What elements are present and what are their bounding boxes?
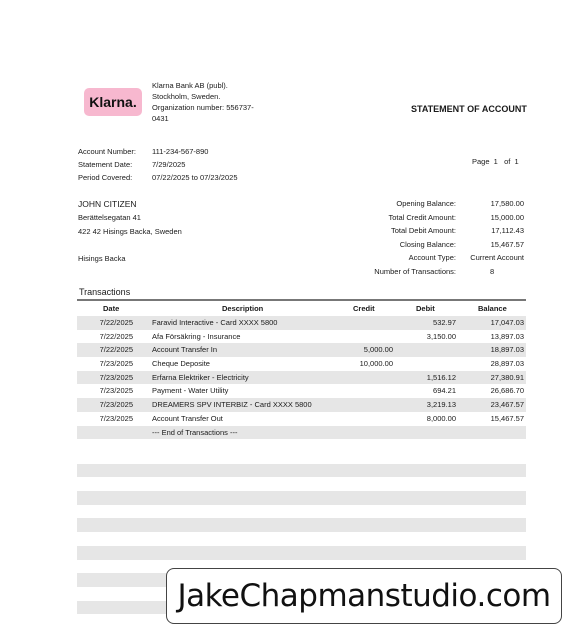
bank-line: Stockholm, Sweden.	[152, 92, 221, 101]
page-indicator: Page 1 of 1	[472, 157, 519, 166]
cell-description: Faravid Interactive - Card XXXX 5800	[152, 318, 278, 327]
cell-date: 7/23/2025	[99, 359, 133, 369]
customer-name: JOHN CITIZEN	[78, 199, 137, 209]
cell-balance: 27,380.91	[490, 372, 524, 382]
cell-description: Cheque Deposite	[152, 359, 210, 369]
meta-values	[152, 145, 272, 184]
account-number: 111-234-567-890	[152, 147, 209, 156]
cell-date: 7/23/2025	[99, 413, 133, 423]
empty-row	[77, 491, 526, 505]
cell-date: 7/23/2025	[99, 372, 133, 382]
account-type: Current Account	[470, 253, 524, 263]
cell-date: 7/22/2025	[99, 345, 133, 355]
watermark: JakeChapmanstudio.com	[166, 568, 562, 624]
cell-balance: 13,897.03	[490, 331, 524, 341]
opening-balance-label: Opening Balance:	[396, 199, 456, 208]
header-date: Date	[103, 304, 120, 313]
header-debit: Debit	[416, 304, 435, 313]
empty-row	[77, 464, 526, 478]
end-of-transactions: --- End of Transactions ---	[152, 427, 238, 437]
cell-debit: 694.21	[433, 386, 456, 396]
table-row	[77, 316, 526, 330]
empty-row	[77, 532, 526, 546]
total-debit-label: Total Debit Amount:	[390, 226, 456, 236]
bank-line: Klarna Bank AB (publ).	[152, 81, 228, 90]
cell-debit: 8,000.00	[426, 413, 456, 423]
cell-description: Account Transfer In	[152, 345, 218, 355]
customer-block	[78, 197, 182, 239]
cell-credit: 5,000.00	[363, 345, 393, 355]
cell-date: 7/22/2025	[99, 331, 133, 341]
cell-debit: 1,516.12	[426, 372, 456, 382]
summary-labels	[330, 197, 456, 279]
statement-title: STATEMENT OF ACCOUNT	[411, 104, 527, 114]
cell-description: DREAMERS SPV INTERBIZ - Card XXXX 5800	[152, 400, 312, 410]
empty-row	[77, 450, 526, 464]
cell-balance: 15,467.57	[490, 413, 524, 423]
table-row	[77, 357, 526, 371]
empty-row	[77, 505, 526, 519]
table-row	[77, 330, 526, 344]
table-row	[77, 371, 526, 385]
account-type-label: Account Type:	[408, 253, 456, 263]
header-description: Description	[222, 304, 264, 313]
customer-address-line1: Berättelsegatan 41	[78, 213, 141, 222]
total-debit: 17,112.43	[491, 226, 524, 236]
end-of-transactions-row	[77, 426, 526, 440]
table-row	[77, 398, 526, 412]
number-of-transactions: 8	[490, 266, 495, 276]
cell-balance: 28,897.03	[490, 359, 524, 369]
cell-balance: 26,686.70	[490, 386, 524, 396]
cell-debit: 3,150.00	[426, 331, 456, 341]
cell-date: 7/23/2025	[99, 400, 133, 410]
meta-labels	[78, 145, 152, 184]
total-credit: 15,000.00	[490, 212, 524, 222]
total-credit-label: Total Credit Amount:	[388, 212, 456, 222]
statement-date: 7/29/2025	[152, 160, 186, 169]
closing-balance-label: Closing Balance:	[399, 239, 456, 249]
summary-values	[462, 197, 524, 279]
opening-balance: 17,580.00	[490, 199, 524, 208]
table-row	[77, 384, 526, 398]
empty-row	[77, 518, 526, 532]
bank-line: Organization number: 556737-	[152, 103, 254, 112]
transactions-table	[77, 316, 526, 439]
empty-row	[77, 477, 526, 491]
cell-credit: 10,000.00	[359, 359, 393, 369]
cell-description: Account Transfer Out	[152, 413, 223, 423]
cell-balance: 18,897.03	[490, 345, 524, 355]
cell-balance: 23,467.57	[490, 400, 524, 410]
empty-row	[77, 546, 526, 560]
cell-date: 7/22/2025	[99, 318, 133, 327]
closing-balance: 15,467.57	[490, 239, 524, 249]
bank-line: 0431	[152, 114, 169, 123]
cell-balance: 17,047.03	[490, 318, 524, 327]
cell-description: Afa Försäkring - Insurance	[152, 331, 241, 341]
cell-debit: 3,219.13	[426, 400, 456, 410]
cell-description: Erfarna Elektriker - Electricity	[152, 372, 249, 382]
number-of-transactions-label: Number of Transactions:	[374, 266, 456, 276]
period-covered-label: Period Covered:	[78, 173, 133, 182]
cell-description: Payment - Water Utility	[152, 386, 229, 396]
header-balance: Balance	[478, 304, 507, 313]
cell-date: 7/23/2025	[99, 386, 133, 396]
cell-debit: 532.97	[433, 318, 456, 327]
account-number-label: Account Number:	[78, 147, 136, 156]
table-row	[77, 343, 526, 357]
transactions-title: Transactions	[79, 287, 131, 297]
bank-info	[152, 80, 272, 124]
header-credit: Credit	[353, 304, 375, 313]
period-covered: 07/22/2025 to 07/23/2025	[152, 173, 238, 182]
customer-city: Hisings Backa	[78, 254, 126, 263]
customer-address-line2: 422 42 Hisings Backa, Sweden	[78, 227, 182, 236]
klarna-logo: Klarna.	[84, 88, 142, 116]
table-row	[77, 412, 526, 426]
statement-date-label: Statement Date:	[78, 160, 133, 169]
